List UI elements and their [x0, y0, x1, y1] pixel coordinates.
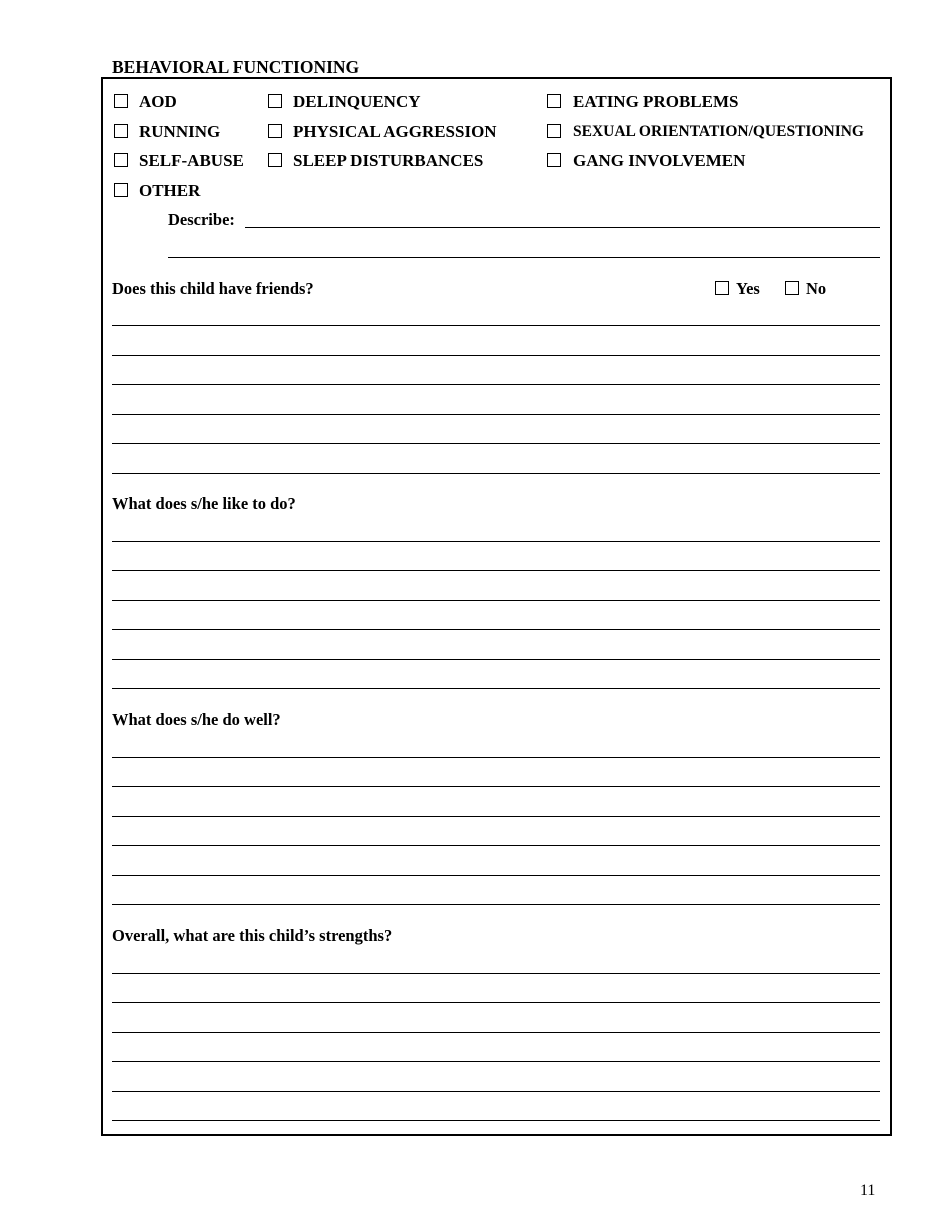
sleep-disturbances-checkbox[interactable]: [268, 153, 282, 167]
strengths-answer-line[interactable]: [112, 973, 880, 974]
sleep-disturbances-label: SLEEP DISTURBANCES: [293, 151, 484, 170]
friends-answer-line[interactable]: [112, 414, 880, 415]
physical-aggression-label: PHYSICAL AGGRESSION: [293, 122, 497, 141]
does-well-answer-line[interactable]: [112, 904, 880, 905]
self-abuse-checkbox[interactable]: [114, 153, 128, 167]
other-label: OTHER: [139, 181, 201, 200]
friends-no-checkbox[interactable]: [785, 281, 799, 295]
strengths-answer-line[interactable]: [112, 1091, 880, 1092]
does-well-answer-line[interactable]: [112, 845, 880, 846]
likes-answer-line[interactable]: [112, 600, 880, 601]
delinquency-label: DELINQUENCY: [293, 92, 421, 111]
does-well-question: What does s/he do well?: [112, 710, 281, 729]
strengths-answer-line[interactable]: [112, 1032, 880, 1033]
friends-yes-label: Yes: [736, 279, 760, 298]
strengths-answer-line[interactable]: [112, 1061, 880, 1062]
friends-question: Does this child have friends?: [112, 279, 314, 298]
likes-answer-line[interactable]: [112, 570, 880, 571]
likes-answer-line[interactable]: [112, 541, 880, 542]
friends-answer-line[interactable]: [112, 443, 880, 444]
friends-answer-line[interactable]: [112, 473, 880, 474]
does-well-answer-line[interactable]: [112, 816, 880, 817]
does-well-answer-line[interactable]: [112, 786, 880, 787]
likes-answer-line[interactable]: [112, 629, 880, 630]
eating-problems-checkbox[interactable]: [547, 94, 561, 108]
gang-involvement-label: GANG INVOLVEMEN: [573, 151, 746, 170]
self-abuse-label: SELF-ABUSE: [139, 151, 244, 170]
describe-line-2[interactable]: [168, 257, 880, 258]
sexual-orientation-checkbox[interactable]: [547, 124, 561, 138]
physical-aggression-checkbox[interactable]: [268, 124, 282, 138]
does-well-answer-line[interactable]: [112, 757, 880, 758]
friends-answer-line[interactable]: [112, 355, 880, 356]
does-well-answer-line[interactable]: [112, 875, 880, 876]
strengths-answer-line[interactable]: [112, 1120, 880, 1121]
section-title: BEHAVIORAL FUNCTIONING: [112, 57, 360, 77]
describe-label: Describe:: [168, 210, 235, 229]
running-label: RUNNING: [139, 122, 221, 141]
running-checkbox[interactable]: [114, 124, 128, 138]
likes-answer-line[interactable]: [112, 688, 880, 689]
friends-no-label: No: [806, 279, 827, 298]
describe-line[interactable]: [245, 227, 880, 228]
aod-checkbox[interactable]: [114, 94, 128, 108]
friends-yes-checkbox[interactable]: [715, 281, 729, 295]
friends-answer-line[interactable]: [112, 384, 880, 385]
sexual-orientation-label: SEXUAL ORIENTATION/QUESTIONING: [573, 123, 864, 140]
page-number: 11: [860, 1182, 876, 1199]
aod-label: AOD: [139, 92, 177, 111]
gang-involvement-checkbox[interactable]: [547, 153, 561, 167]
likes-question: What does s/he like to do?: [112, 494, 296, 513]
strengths-answer-line[interactable]: [112, 1002, 880, 1003]
likes-answer-line[interactable]: [112, 659, 880, 660]
strengths-question: Overall, what are this child’s strengths?: [112, 926, 393, 945]
other-checkbox[interactable]: [114, 183, 128, 197]
eating-problems-label: EATING PROBLEMS: [573, 92, 739, 111]
friends-answer-line[interactable]: [112, 325, 880, 326]
delinquency-checkbox[interactable]: [268, 94, 282, 108]
form-frame: [101, 77, 892, 1136]
